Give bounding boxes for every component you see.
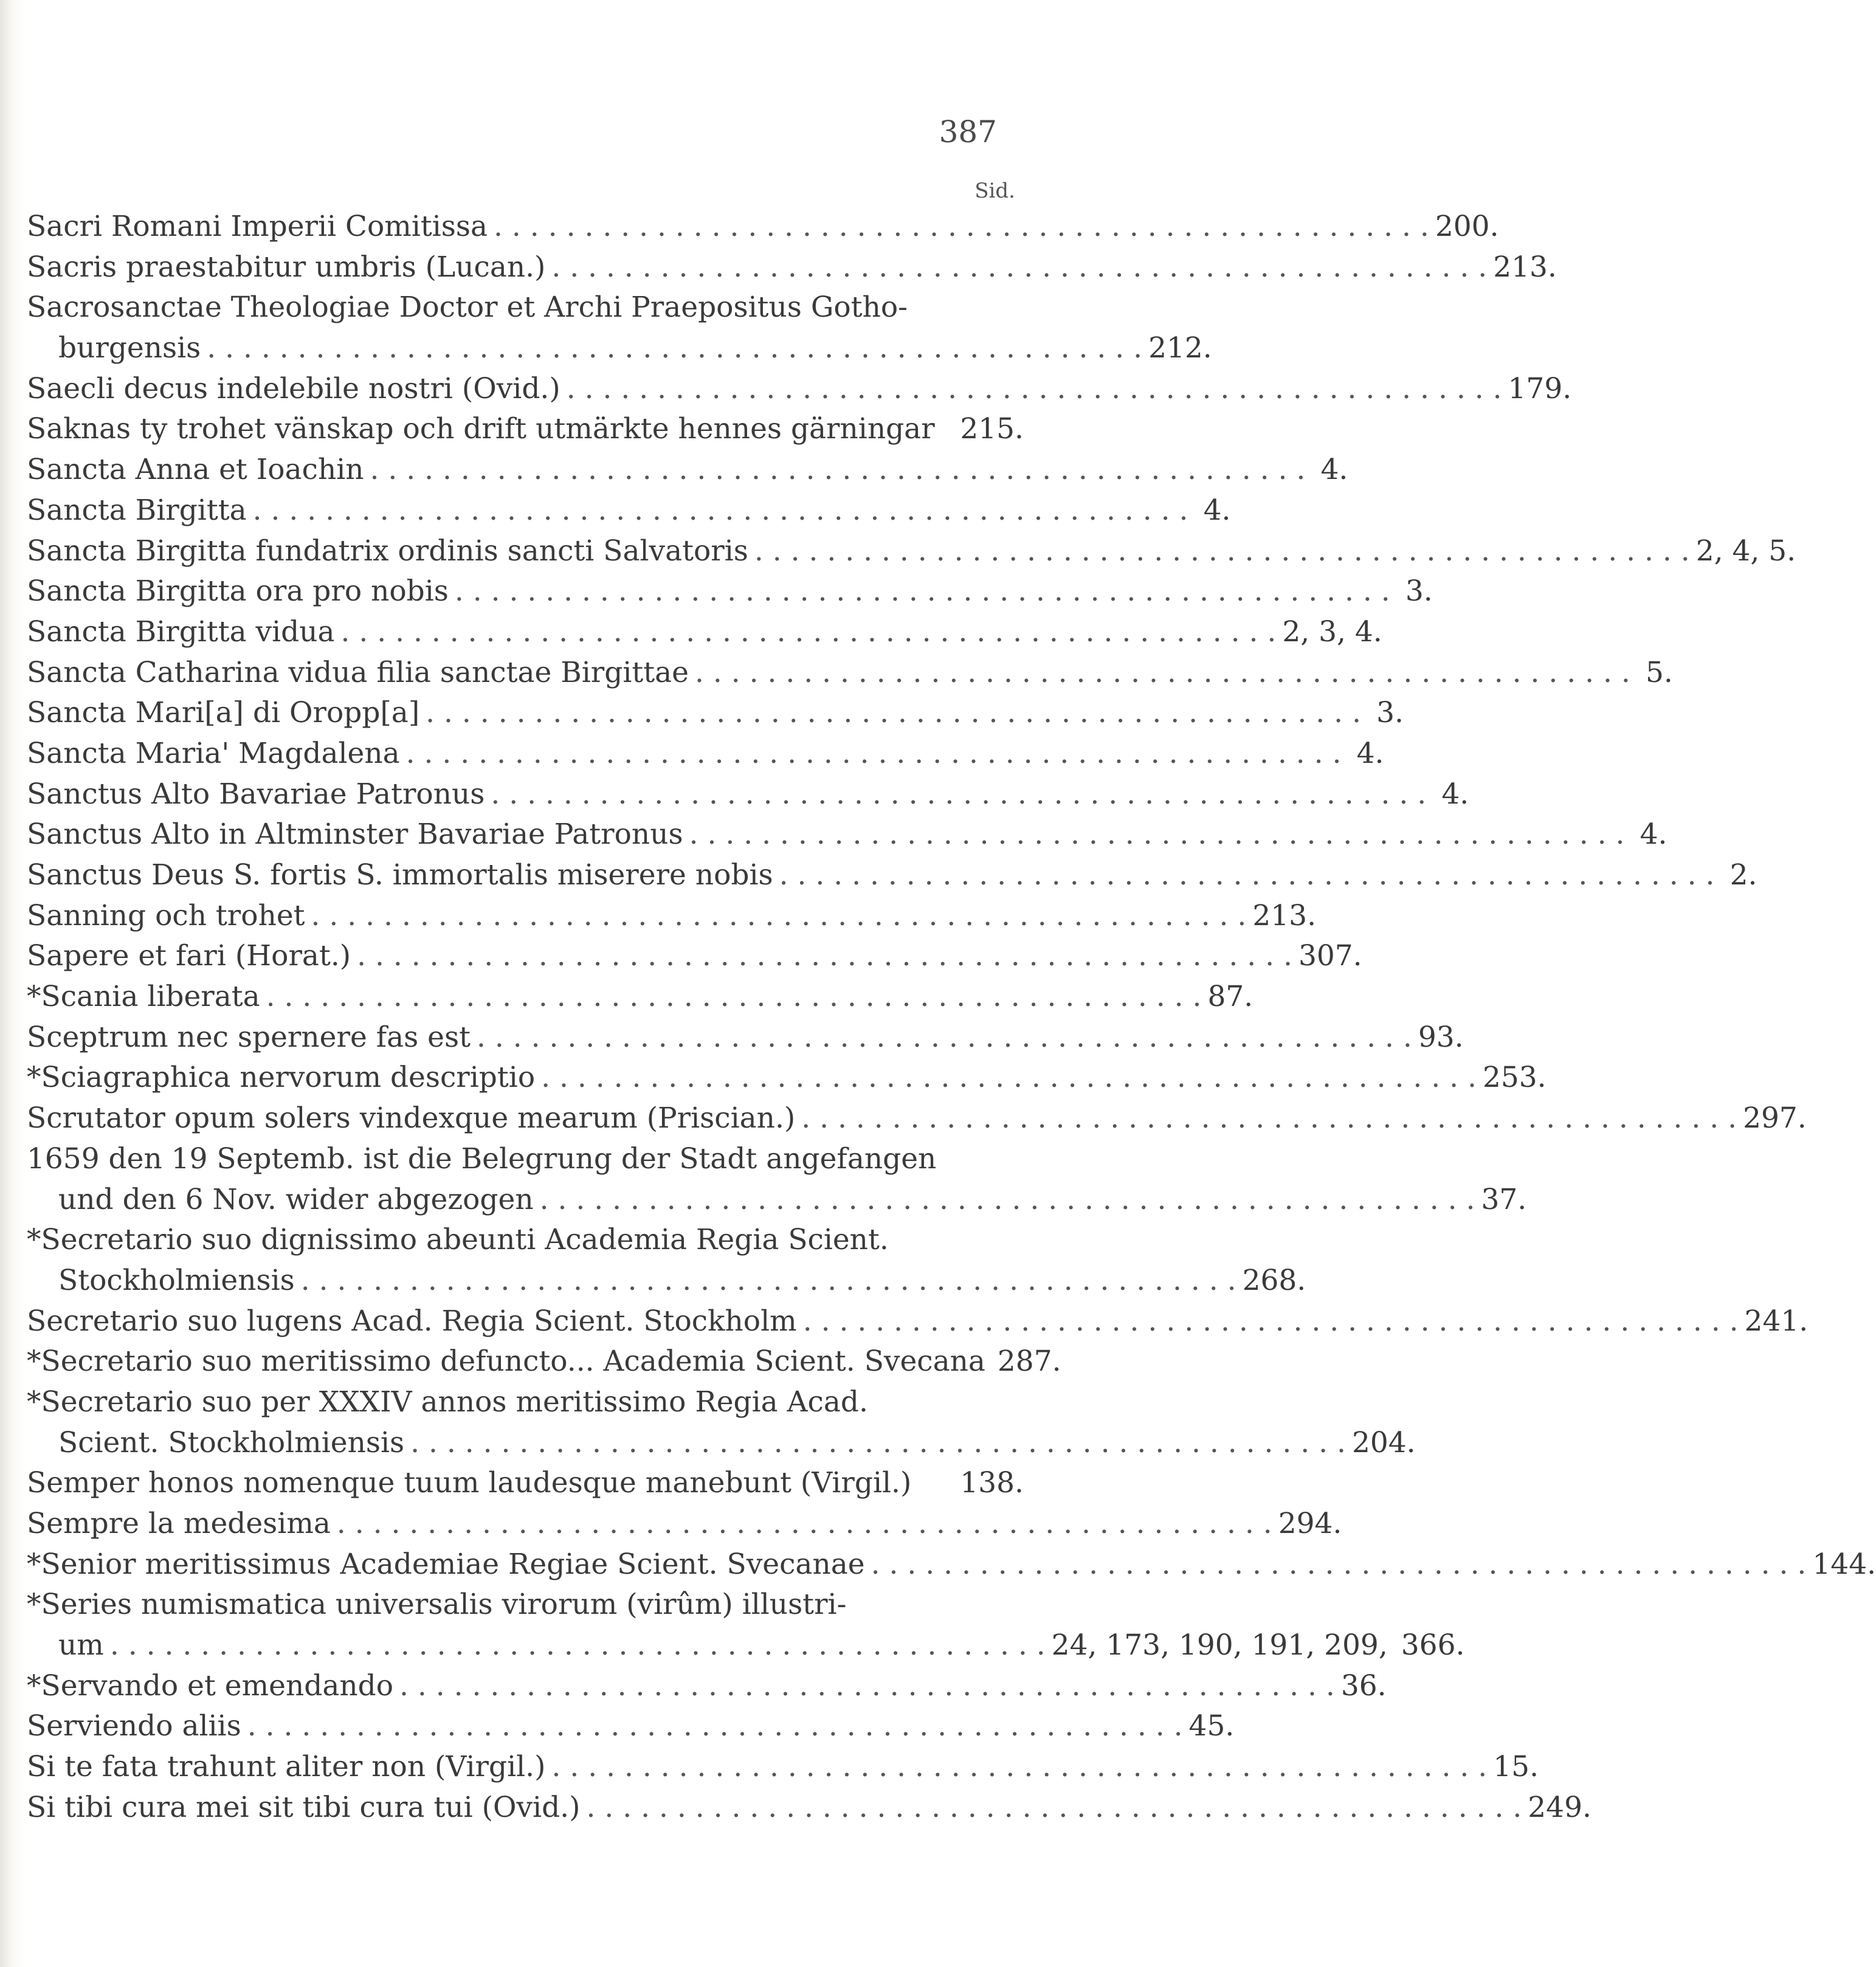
entry-pages: 15.	[1493, 1750, 1539, 1784]
entry-text: *Senior meritissimus Academiae Regiae Scient. Svecanae	[27, 1547, 865, 1581]
entry-text: Sancta Anna et Ioachin	[27, 453, 364, 487]
index-entry	[27, 1058, 1547, 1098]
dot-leader	[683, 815, 1631, 855]
entry-text: Sanctus Deus S. fortis S. immortalis miserere nobis	[27, 858, 773, 892]
index-entry	[27, 207, 1499, 247]
index-entry	[27, 1545, 1876, 1585]
dot-leader	[560, 369, 1508, 410]
dot-leader	[393, 1666, 1341, 1707]
entry-pages: 2.	[1729, 858, 1757, 892]
entry-pages: 93.	[1418, 1020, 1464, 1054]
entry-text: *Scania liberata	[27, 980, 260, 1014]
entry-text: Sanctus Alto Bavariae Patronus	[27, 777, 485, 811]
dot-leader	[773, 855, 1721, 896]
entry-text: Saknas ty trohet vänskap och drift utmärkte hennes gärningar	[27, 412, 935, 446]
entry-pages: 36.	[1340, 1669, 1387, 1703]
dot-leader	[104, 1625, 1052, 1666]
entry-text: Sacrosanctae Theologiae Doctor et Archi Praepositus Gotho-	[27, 291, 908, 325]
entry-text: Sapere et fari (Horat.)	[27, 939, 351, 973]
index-entry	[27, 1139, 1024, 1180]
entry-text: Saecli decus indelebile nostri (Ovid.)	[27, 371, 560, 405]
index-entry	[27, 977, 1254, 1018]
entry-text: Semper honos nomenque tuum laudesque manebunt (Virgil.)	[27, 1466, 912, 1500]
entry-pages: 3.	[1405, 574, 1433, 608]
entry-pages: 138.	[960, 1466, 1024, 1500]
index-entry	[27, 1342, 1061, 1382]
entry-text: Sancta Birgitta fundatrix ordinis sancti Salvatoris	[27, 534, 748, 568]
entry-pages: 307.	[1298, 939, 1362, 973]
entry-text: *Servando et emendando	[27, 1669, 394, 1703]
entry-text: Secretario suo lugens Acad. Regia Scient. Stockholm	[27, 1304, 797, 1338]
entry-pages: 4.	[1320, 453, 1348, 487]
dot-leader	[247, 491, 1195, 531]
dot-leader	[795, 1098, 1743, 1139]
index-entry	[27, 1666, 1387, 1707]
entry-pages: 144.	[1812, 1547, 1876, 1581]
dot-leader	[241, 1706, 1189, 1747]
entry-pages: 212.	[1148, 331, 1212, 365]
entry-text: Sancta Catharina vidua filia sanctae Birgittae	[27, 655, 689, 689]
dot-leader	[545, 1747, 1493, 1788]
index-entry	[27, 1463, 1024, 1504]
entry-pages: 2, 4, 5.	[1695, 534, 1796, 568]
entry-pages: 215.	[960, 412, 1024, 446]
page-number: 387	[939, 114, 997, 150]
entry-text: Sceptrum nec spernere fas est	[27, 1020, 471, 1054]
index-entry-continuation	[27, 328, 1212, 369]
entry-pages: 45.	[1188, 1709, 1235, 1743]
index-entry	[27, 612, 1382, 653]
index-entry	[27, 1706, 1235, 1747]
entry-text: Sancta Birgitta vidua	[27, 615, 335, 649]
dot-leader	[295, 1261, 1243, 1301]
dot-leader	[351, 936, 1298, 977]
entry-text: *Sciagraphica nervorum descriptio	[27, 1061, 536, 1095]
dot-leader	[400, 734, 1348, 774]
entry-pages: 213.	[1252, 898, 1317, 932]
dot-leader	[331, 1504, 1278, 1545]
entry-pages: 241.	[1744, 1304, 1809, 1338]
entry-pages: 37.	[1481, 1182, 1527, 1216]
entry-pages: 366.	[1401, 1628, 1465, 1662]
entry-text: Scrutator opum solers vindexque mearum (Priscian.)	[27, 1101, 796, 1135]
dot-leader	[260, 977, 1208, 1018]
entry-pages: 4.	[1203, 493, 1231, 527]
dot-leader	[797, 1301, 1745, 1342]
entry-text: Stockholmiensis	[58, 1263, 295, 1297]
entry-pages: 87.	[1207, 980, 1254, 1014]
index-entry	[27, 369, 1572, 410]
entry-text: Sancta Birgitta ora pro nobis	[27, 574, 449, 608]
index-entry	[27, 1504, 1342, 1545]
index-entry-continuation	[27, 1261, 1306, 1301]
dot-leader	[335, 612, 1283, 653]
index-entry	[27, 1018, 1464, 1058]
entry-text: Sacris praestabitur umbris (Lucan.)	[27, 250, 546, 284]
index-entry	[27, 734, 1384, 774]
entry-text: burgensis	[58, 331, 201, 365]
index-entry	[27, 653, 1673, 694]
index-entry	[27, 409, 1024, 450]
entry-text: Sacri Romani Imperii Comitissa	[27, 210, 488, 243]
dot-leader	[364, 450, 1312, 491]
entry-pages: 4.	[1640, 818, 1667, 852]
entry-text: *Series numismatica universalis virorum (virûm) illustri-	[27, 1588, 847, 1622]
dot-leader	[545, 247, 1493, 288]
dot-leader	[689, 653, 1636, 694]
dot-leader	[580, 1788, 1528, 1828]
entry-text: Sancta Birgitta	[27, 493, 247, 527]
index-entry-continuation	[27, 1423, 1416, 1464]
index-entry	[27, 288, 1024, 328]
entry-page-list: 24, 173, 190, 191, 209,	[1051, 1628, 1388, 1662]
index-entry	[27, 1585, 1024, 1625]
entry-pages: 204.	[1351, 1425, 1416, 1459]
index-entry	[27, 1220, 1024, 1261]
index-entry	[27, 1788, 1591, 1828]
dot-leader	[748, 531, 1696, 572]
entry-pages: 2, 3, 4.	[1282, 615, 1382, 649]
entry-text: 1659 den 19 Septemb. ist die Belegrung der Stadt angefangen	[27, 1142, 937, 1176]
index-entry-continuation	[27, 1625, 1465, 1666]
entry-pages: 179.	[1508, 371, 1572, 405]
entry-pages: 200.	[1435, 210, 1499, 243]
entry-text: *Secretario suo dignissimo abeunti Academia Regia Scient.	[27, 1223, 889, 1257]
dot-leader	[471, 1018, 1418, 1058]
dot-leader	[419, 693, 1367, 734]
entry-text: Sancta Mari[a] di Oropp[a]	[27, 696, 420, 730]
index-entry	[27, 247, 1557, 288]
entry-pages: 4.	[1356, 736, 1384, 770]
page-column-header: Sid.	[974, 179, 1015, 203]
entry-pages: 294.	[1278, 1507, 1342, 1540]
index-entry-continuation	[27, 1180, 1527, 1221]
dot-leader	[535, 1058, 1483, 1098]
dot-leader	[534, 1180, 1481, 1221]
entry-text: Sancta Maria' Magdalena	[27, 736, 400, 770]
entry-text: Sanning och trohet	[27, 898, 305, 932]
entry-pages: 287.	[997, 1345, 1061, 1379]
entry-text: Serviendo aliis	[27, 1709, 241, 1743]
index-entry	[27, 491, 1231, 531]
entry-text: *Secretario suo meritissimo defuncto... Academia Scient. Svecana	[27, 1345, 985, 1379]
entry-text: Sempre la medesima	[27, 1507, 331, 1540]
entry-pages: 5.	[1645, 655, 1673, 689]
entry-pages: 3.	[1376, 696, 1404, 730]
entry-pages: 213.	[1493, 250, 1557, 284]
entry-pages: 4.	[1441, 777, 1469, 811]
index-entry	[27, 774, 1469, 815]
dot-leader	[201, 328, 1148, 369]
index-entry	[27, 936, 1362, 977]
entry-text: und den 6 Nov. wider abgezogen	[58, 1182, 534, 1216]
dot-leader	[449, 571, 1396, 612]
entry-pages: 249.	[1528, 1790, 1591, 1824]
dot-leader	[404, 1423, 1352, 1464]
index-entry	[27, 1301, 1809, 1342]
index-entry	[27, 531, 1796, 572]
dot-leader	[485, 774, 1432, 815]
entry-pages: 268.	[1242, 1263, 1306, 1297]
entry-text: um	[58, 1628, 104, 1662]
entry-text: Si te fata trahunt aliter non (Virgil.)	[27, 1750, 546, 1784]
index-entry	[27, 450, 1348, 491]
dot-leader	[305, 896, 1253, 937]
dot-leader	[488, 207, 1435, 247]
dot-leader	[865, 1545, 1813, 1585]
index-entry	[27, 896, 1317, 937]
index-entry	[27, 815, 1667, 855]
entry-text: Si tibi cura mei sit tibi cura tui (Ovid.)	[27, 1790, 581, 1824]
index-entry	[27, 1098, 1807, 1139]
index-entry	[27, 571, 1433, 612]
entry-text: Scient. Stockholmiensis	[58, 1425, 405, 1459]
entry-pages: 297.	[1743, 1101, 1807, 1135]
entry-pages: 253.	[1482, 1061, 1547, 1095]
entry-text: Sanctus Alto in Altminster Bavariae Patronus	[27, 818, 683, 852]
index-entry	[27, 855, 1757, 896]
entry-text: *Secretario suo per XXXIV annos meritissimo Regia Acad.	[27, 1385, 868, 1419]
index-entry	[27, 1747, 1539, 1788]
index-list	[27, 207, 1876, 1828]
index-entry	[27, 693, 1404, 734]
index-entry	[27, 1382, 1024, 1423]
